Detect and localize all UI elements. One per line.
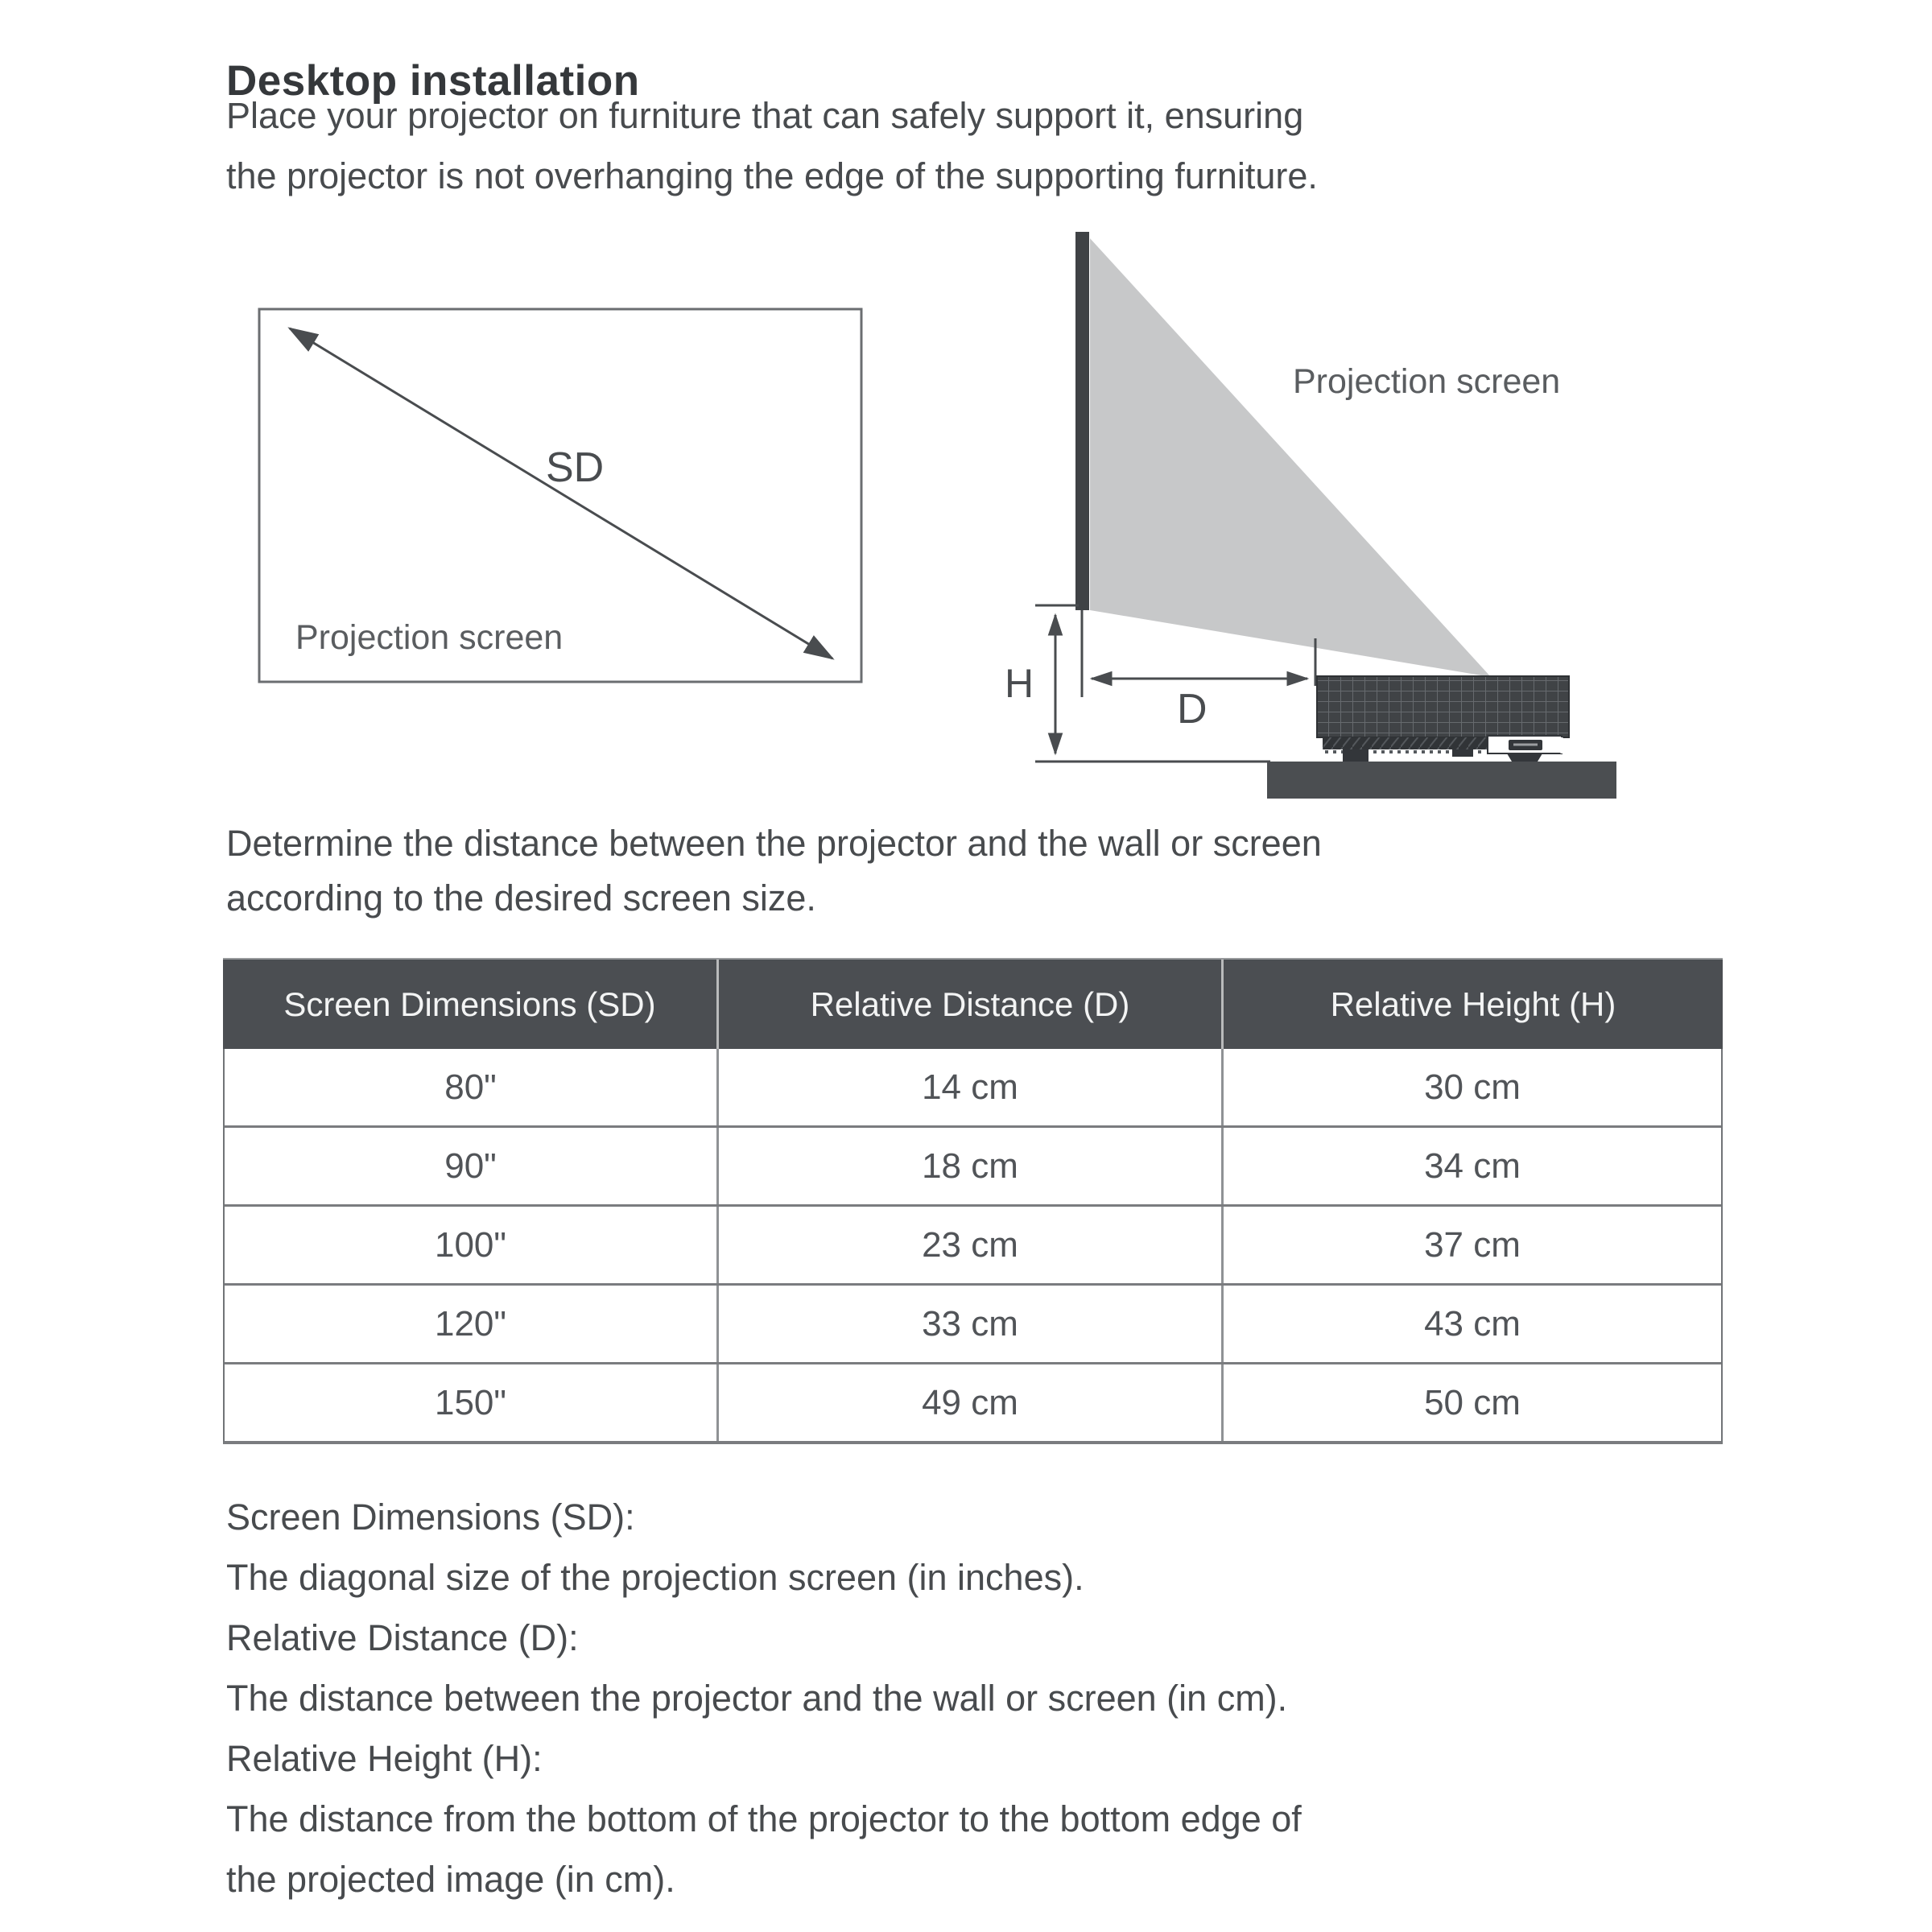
table-cell: 34 cm [1424, 1146, 1521, 1186]
page-title: Desktop installation [226, 56, 640, 105]
text-line: The distance between the projector and the wall or screen (in cm). [226, 1678, 1288, 1719]
side-screen-label: Projection screen [1293, 362, 1561, 401]
text-line: Relative Height (H): [226, 1738, 543, 1779]
table-header-row [223, 958, 1723, 1049]
text-line: according to the desired screen size. [226, 877, 816, 919]
projector [1317, 676, 1569, 762]
table-header-cell-d: Relative Distance (D) [719, 960, 1224, 1049]
projection-beam [1090, 238, 1491, 677]
h-label: H [1005, 661, 1034, 706]
front-screen-label: Projection screen [295, 618, 564, 657]
table-cell: 90" [225, 1128, 719, 1204]
projection-distance-table [223, 958, 1723, 1444]
table-cell: 120" [225, 1286, 719, 1362]
table-header-cell-sd: Screen Dimensions (SD) [223, 960, 719, 1049]
screen-bar [1075, 232, 1089, 610]
table-cell: 150" [225, 1364, 719, 1441]
text-line: The distance from the bottom of the projector to the bottom edge of [226, 1798, 1302, 1839]
sd-label: SD [546, 444, 605, 491]
table-row [225, 1362, 1721, 1441]
definitions-text [226, 1487, 1302, 1909]
text-line: the projector is not overhanging the edge of the supporting furniture. [226, 155, 1318, 196]
table-row [225, 1283, 1721, 1362]
screen-front-diagram [259, 309, 861, 682]
table-row [225, 1049, 1721, 1125]
table-cell: 100" [225, 1207, 719, 1283]
text-line: Place your projector on furniture that can safely support it, ensuring [226, 95, 1304, 136]
table-cell: 14 cm [719, 1049, 1224, 1125]
table-header-cell-h: Relative Height (H) [1330, 985, 1616, 1023]
table-cell: 37 cm [1424, 1224, 1521, 1265]
d-label: D [1177, 686, 1208, 733]
text-line: The diagonal size of the projection screen (in inches). [226, 1557, 1084, 1598]
table-cell: 43 cm [1424, 1303, 1521, 1344]
table-cell: 50 cm [1424, 1382, 1521, 1422]
text-line: Determine the distance between the projector and the wall or screen [226, 823, 1322, 864]
table-row [225, 1125, 1721, 1204]
projector-body [1317, 676, 1569, 737]
table-row [225, 1204, 1721, 1283]
table-cell: 33 cm [719, 1286, 1224, 1362]
screen-side-diagram [1005, 232, 1616, 799]
text-line: the projected image (in cm). [226, 1859, 675, 1900]
text-line: Screen Dimensions (SD): [226, 1496, 635, 1538]
table-cell: 18 cm [719, 1128, 1224, 1204]
projector-foot-right [1507, 753, 1542, 762]
distance-paragraph [226, 816, 1322, 926]
projector-foot-left [1343, 749, 1368, 762]
table-body [223, 1049, 1723, 1444]
table-cell: 49 cm [719, 1364, 1224, 1441]
furniture-pedestal [1267, 762, 1616, 799]
table-cell: 23 cm [719, 1207, 1224, 1283]
table-cell: 80" [225, 1049, 719, 1125]
text-line: Relative Distance (D): [226, 1617, 579, 1658]
table-cell: 30 cm [1424, 1067, 1521, 1107]
projector-foot-middle [1452, 749, 1473, 757]
projector-base [1323, 737, 1488, 749]
